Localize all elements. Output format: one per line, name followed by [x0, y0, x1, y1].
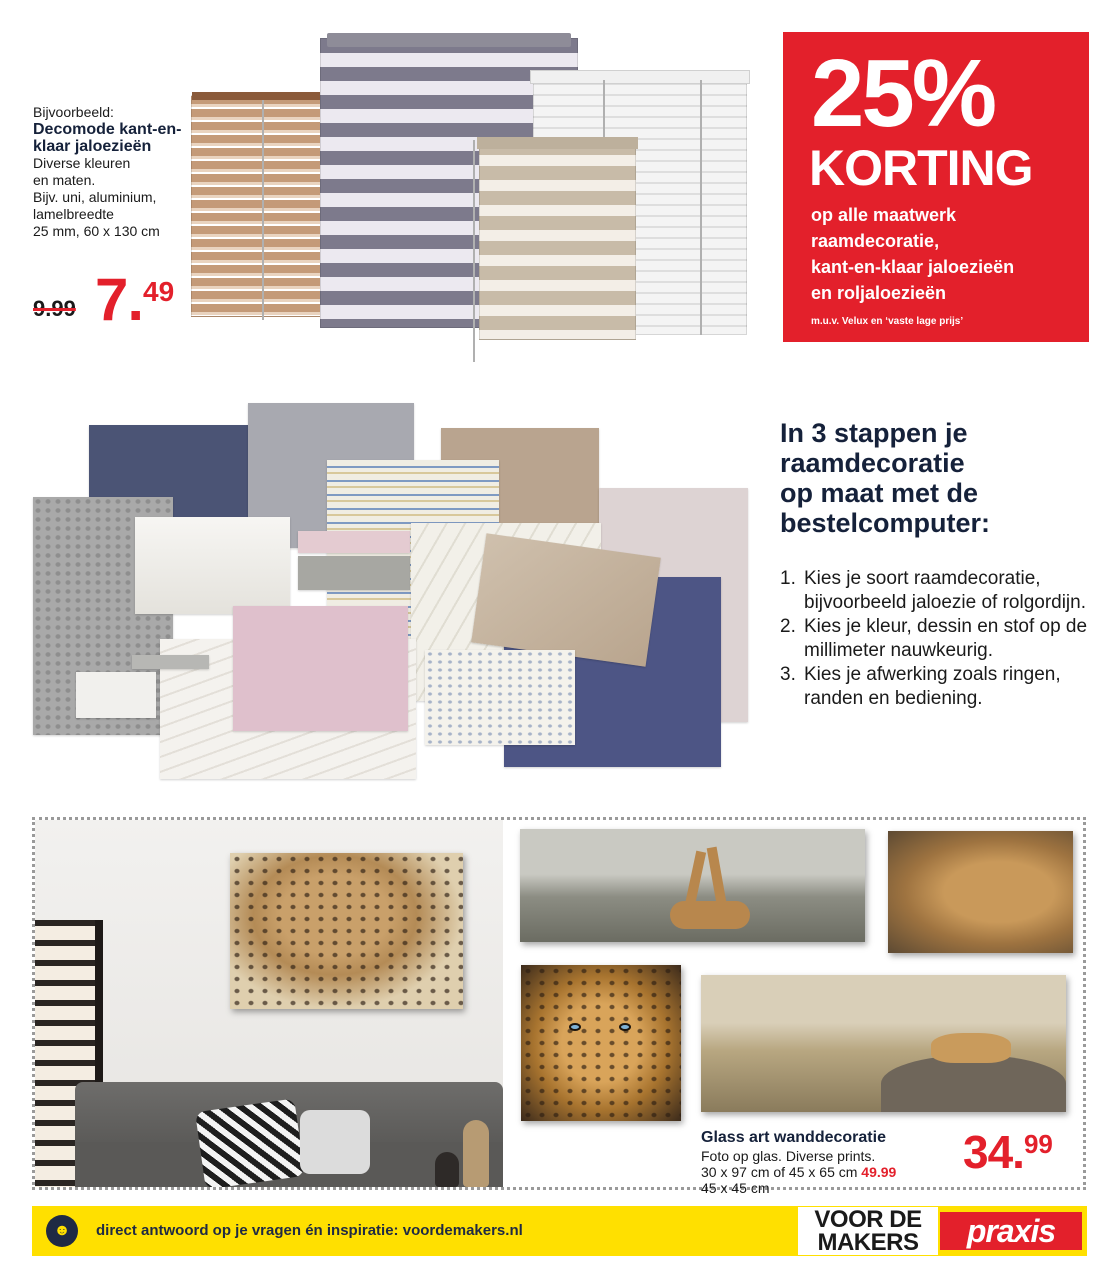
praxis-logo: praxis — [940, 1212, 1082, 1250]
blind-rail — [530, 70, 750, 84]
rock — [881, 1055, 1066, 1112]
product-title: Decomode kant-en-klaar jaloezieën — [33, 121, 182, 155]
glass-art-title: Glass art wanddecoratie — [701, 1129, 886, 1146]
swatch-pink-strip — [298, 531, 410, 553]
glass-art-sizes: 30 x 97 cm of 45 x 65 cm — [701, 1164, 858, 1180]
glass-art-line-1: Foto op glas. Diverse prints. — [701, 1148, 876, 1164]
blinds-offer — [33, 104, 193, 240]
list-item — [780, 567, 1100, 615]
footer-text[interactable]: direct antwoord op je vragen én inspiratie: voordemakers.nl — [96, 1222, 523, 1239]
glass-art-price — [963, 1126, 1053, 1178]
list-item — [780, 615, 1100, 663]
blind-cord — [262, 100, 264, 320]
step-number: 1. — [780, 568, 796, 589]
logo-line-2: MAKERS — [817, 1229, 919, 1256]
discount-headline: KORTING — [809, 140, 1033, 196]
lioness — [931, 1033, 1011, 1063]
community-icon: ☻ — [46, 1215, 78, 1247]
step-number: 3. — [780, 664, 796, 685]
swatch-dotted — [425, 650, 575, 745]
step-number: 2. — [780, 616, 796, 637]
product-description: Diverse kleuren en maten. Bijv. uni, aluminium, lamelbreedte 25 mm, 60 x 130 cm — [33, 155, 160, 239]
discount-percentage: 25% — [811, 40, 995, 147]
discount-note: m.u.v. Velux en ‘vaste lage prijs’ — [811, 316, 964, 327]
giraffe-body — [670, 901, 750, 929]
steps-list — [780, 567, 1100, 711]
discount-promo — [783, 32, 1089, 342]
list-item — [780, 663, 1100, 711]
leopard-eye — [619, 1023, 631, 1031]
price-main: 7. — [95, 266, 144, 333]
new-price — [95, 266, 175, 333]
zebra-pillow — [195, 1098, 305, 1187]
step-text: Kies je afwerking zoals ringen, randen en bediening. — [804, 664, 1061, 709]
glass-art-description — [701, 1148, 896, 1196]
beige-roller-blind-image — [479, 140, 636, 340]
swatch-white-roman — [135, 517, 290, 614]
step-text: Kies je kleur, dessin en stof op de millimeter nauwkeurig. — [804, 616, 1088, 661]
lioness-print — [701, 975, 1066, 1112]
blind-rail — [327, 33, 571, 47]
glass-art-line-2 — [701, 1164, 896, 1180]
steps-title: In 3 stappen je raamdecoratie op maat met de bestelcomputer: — [780, 418, 991, 538]
giraffe-neck — [707, 847, 728, 910]
price-cents: 49 — [143, 276, 175, 307]
leopard-face-print — [521, 965, 681, 1121]
old-price: 9.99 — [33, 296, 76, 321]
lions-print — [888, 831, 1073, 953]
swatch-pink — [233, 606, 408, 731]
glass-art-old-price: 49.99 — [861, 1164, 897, 1180]
swatch-white-small — [76, 672, 156, 718]
swatch-grey-strip — [298, 556, 410, 590]
giraffes-print — [520, 829, 865, 942]
voor-de-makers-logo — [798, 1207, 938, 1255]
blind-cord — [473, 140, 475, 362]
logo-line-1: VOOR DE — [814, 1206, 922, 1233]
price-cents: 99 — [1023, 1129, 1053, 1159]
step-text: Kies je soort raamdecoratie, bijvoorbeeld jaloezie of rolgordijn. — [804, 568, 1087, 613]
discount-subtext: op alle maatwerk raamdecoratie, kant-en-klaar jaloezieën en roljaloezieën — [811, 205, 1015, 303]
blind-cord — [700, 80, 702, 335]
brown-vase — [463, 1120, 489, 1187]
light-pillow — [300, 1110, 370, 1174]
leopard-wall-print — [230, 853, 463, 1009]
leopard-eye — [569, 1023, 581, 1031]
blind-rail — [477, 137, 638, 149]
swatch-grey-small — [132, 655, 209, 669]
dark-vase — [435, 1152, 459, 1187]
offer-label: Bijvoorbeeld: — [33, 104, 114, 120]
leopard-spots — [521, 965, 681, 1121]
glass-art-line-3: 45 x 45 cm — [701, 1180, 770, 1196]
price-main: 34. — [963, 1126, 1024, 1178]
leopard-spots — [230, 853, 463, 1009]
